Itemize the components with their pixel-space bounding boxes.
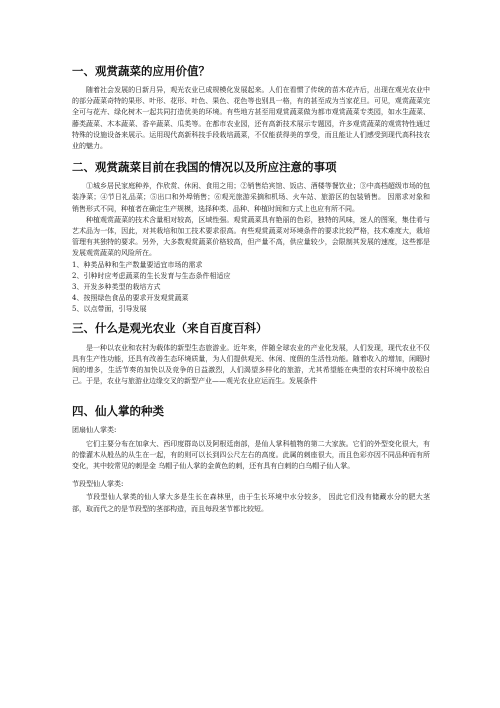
section-situation <box>72 160 430 314</box>
list-item: 3、开发多种类型的栽培方式 <box>72 282 161 291</box>
paragraph: 是一种以农业和农村为载体的新型生态旅游业。近年来，伴随全球农业的产业化发展，人们发现，现代农业不仅具有生产性功能，还具有改善生态环境质量，为人们提供观光、休闲、度假的生活性功能。随着收入的增加，闲暇时间的增多，生活节奏的加快以及竞争的日益激烈，人们渴望多样化的旅游，尤其希望能在典型的农村环境中放松自己。于是，农业与旅游业边缘交叉的新型产业——观光农业应运而生。发展条件 <box>72 343 430 386</box>
list-item: 2、引种时应考虑蔬菜的生长发育与生态条件相适应 <box>72 271 231 280</box>
paragraph: 它们主要分布在加拿大、西印度群岛以及阿根廷南部，是仙人掌科植物的第二大家族。它们的外型变化很大，有的像灌木从般丛的从生在一起，有的则可以长到四公尺左右的高度。此属的刺座很大，而且色彩亦因不同品种而有所变化，其中较常见的刺是金 乌帽子仙人掌的金黄色的刺，还有具有白刺的白乌帽子仙人掌。 <box>72 439 430 471</box>
block-label: 节段型仙人掌类: <box>72 480 124 489</box>
attention-list <box>72 260 430 315</box>
paragraph: 节段型仙人掌类的仙人掌大多是生长在森林里，由于生长环境中水分较多， 因此它们没有储藏水分的肥大茎部，取而代之的是节段型的茎部构造，而且每段茎节都比较短。 <box>72 493 430 513</box>
section-heading: 一、观赏蔬菜的应用价值？ <box>72 64 210 78</box>
section-heading: 三、什么是观光农业（来自百度百科） <box>72 320 268 335</box>
list-item: 1、种类品种和生产数量要适宜市场的需求 <box>72 260 203 269</box>
paragraph: ①城乡居民家庭种养，作欣赏、休闲、食用之用；②销售给宾馆、饭店、酒楼等餐饮业；③中高档超级市场的包装净菜；④节日礼品菜；⑤出口和外埠销售；⑥观光旅游采摘和机场、火车站、旅游区的包装销售。 因需求对象和销售形式不同，种植者在确定生产规模，选择种类、品种、种植时间和方式上也应有所不同。 <box>72 182 430 213</box>
list-item: 5、以点带面，引导发展 <box>72 304 147 313</box>
section-cactus-types <box>72 404 430 514</box>
section-heading: 四、仙人掌的种类 <box>72 404 164 419</box>
section-tourism-agriculture <box>72 321 430 388</box>
paragraph: 随着社会发展的日新月异，观光农业已成规模化发展起来。人们在看惯了传统的苗木花卉后，出现在观光农业中的部分蔬菜奇特的果形、叶形、花形、叶色、果色、花色等也别具一格，有的甚至成为当家花旦。可见，观赏蔬菜完全可与花卉、绿化树木一起共同打造优美的环境。有些地方甚至用观赏蔬菜做为都市观赏蔬菜专类园，如水生蔬菜、藤类蔬菜、木本蔬菜、香辛蔬菜、瓜类等。在都市农业园，还有高新技术展示专题园，许多观赏蔬菜的观赏特性通过特殊的设施设备来展示。运用现代高新科技手段栽培蔬菜，不仅能获得美的享受，而且能让人们感受到现代高科技农业的魅力。 <box>72 86 430 151</box>
section-heading: 二、观赏蔬菜目前在我国的情况以及所应注意的事项 <box>72 160 337 175</box>
list-item: 4、按照绿色食品的要求开发观赏蔬菜 <box>72 293 189 302</box>
section-value <box>72 64 430 152</box>
paragraph: 种植观赏蔬菜的技术含量相对较高，区域性强。观赏蔬菜具有艳丽的色彩，独特的风味，迷人的图案，集佳肴与艺术品为一体，因此，对其栽培和加工技术要求很高。有些观赏蔬菜对环境条件的要求比较严格，技术难度大，栽培管理有其独特的要求。另外，大多数观赏蔬菜价格较高，但产量不高，供应量较少，会限制其发展的速度，这些都是发展观赏蔬菜的风险所在。 <box>72 215 430 258</box>
block-label: 团扇仙人掌类: <box>72 426 117 435</box>
